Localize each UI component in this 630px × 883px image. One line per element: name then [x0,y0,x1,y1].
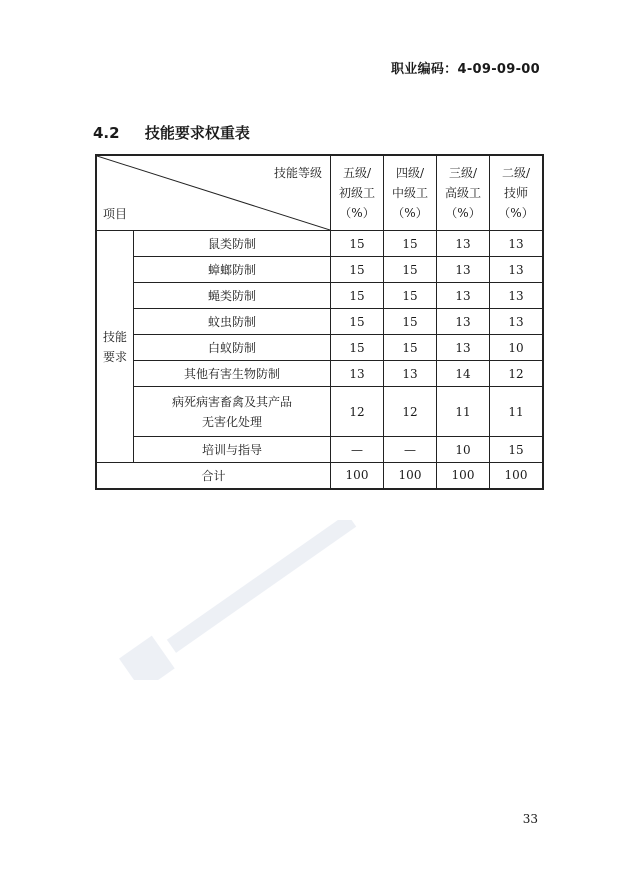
section-number: 4.2 [93,124,120,142]
row-value: 13 [490,231,544,257]
row-value: 12 [384,387,437,437]
total-value: 100 [331,463,384,489]
row-item: 蚊虫防制 [134,309,331,335]
row-value: 12 [331,387,384,437]
table-row [96,437,543,463]
row-value: 15 [384,257,437,283]
table-row [96,231,543,257]
level-header-5 [331,155,384,231]
watermark-emblem [90,520,420,680]
page-number: 33 [522,812,538,826]
row-value: 15 [331,283,384,309]
level-header-line: 五级/ [342,166,372,180]
row-value: 15 [331,309,384,335]
row-value: 15 [384,231,437,257]
table-row [96,283,543,309]
table-total-row [96,463,543,489]
level-header-line: （%） [339,206,375,220]
row-item-line: 无害化处理 [201,414,262,429]
row-value: 13 [490,257,544,283]
level-header-line: 三级/ [448,166,478,180]
row-value: 13 [437,309,490,335]
level-header-line: （%） [498,206,534,220]
occupation-code: 职业编码：4-09-09-00 [390,62,540,77]
total-value: 100 [437,463,490,489]
level-header-line: （%） [392,206,428,220]
row-value: 11 [490,387,544,437]
table-row [96,309,543,335]
group-label-line: 技能 [102,329,127,344]
group-label-skill-requirements [96,231,134,463]
level-header-2 [490,155,544,231]
table-row [96,257,543,283]
level-header-3 [437,155,490,231]
row-value: 13 [437,283,490,309]
row-item: 蟑螂防制 [134,257,331,283]
row-value: 11 [437,387,490,437]
row-value: 15 [331,231,384,257]
total-label: 合计 [96,463,331,489]
row-item: 蝇类防制 [134,283,331,309]
row-item [134,387,331,437]
row-value: 15 [331,257,384,283]
row-value: 13 [437,257,490,283]
level-header-line: （%） [445,206,481,220]
row-value: 10 [490,335,544,361]
row-item: 其他有害生物防制 [134,361,331,387]
skill-weight-table [95,154,544,490]
table-row [96,387,543,437]
section-title-text: 技能要求权重表 [144,124,250,142]
table-row [96,361,543,387]
row-item-line: 病死病害畜禽及其产品 [171,394,292,409]
row-value: 15 [384,309,437,335]
level-header-line: 初级工 [338,186,375,200]
row-item: 白蚁防制 [134,335,331,361]
row-value: 14 [437,361,490,387]
row-item: 鼠类防制 [134,231,331,257]
row-value: 12 [490,361,544,387]
total-value: 100 [490,463,544,489]
level-header-line: 高级工 [444,186,481,200]
group-label-line: 要求 [102,349,127,364]
table-row [96,335,543,361]
row-value: 13 [437,335,490,361]
row-value: 13 [384,361,437,387]
total-value: 100 [384,463,437,489]
level-header-line: 四级/ [395,166,425,180]
row-value: 13 [331,361,384,387]
row-value: 15 [384,335,437,361]
corner-label-level: 技能等级 [273,166,322,180]
corner-header-cell [96,155,331,231]
row-value: 10 [437,437,490,463]
level-header-line: 二级/ [501,166,531,180]
row-value: — [331,437,384,463]
row-value: 15 [331,335,384,361]
row-value: 13 [490,283,544,309]
corner-label-item: 项目 [103,207,128,221]
row-item: 培训与指导 [134,437,331,463]
table-header-row [96,155,543,231]
row-value: — [384,437,437,463]
row-value: 15 [384,283,437,309]
level-header-line: 中级工 [391,186,428,200]
row-value: 13 [437,231,490,257]
row-value: 13 [490,309,544,335]
row-value: 15 [490,437,544,463]
section-heading [93,122,250,143]
level-header-4 [384,155,437,231]
level-header-line: 技师 [503,186,528,200]
